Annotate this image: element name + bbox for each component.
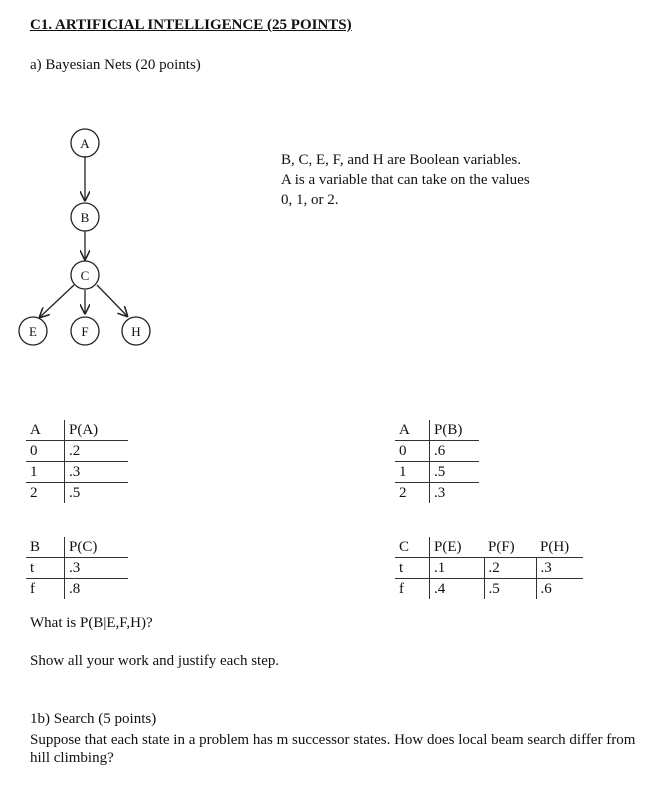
bayes-net-diagram xyxy=(0,120,260,360)
table-cell: 2 xyxy=(30,485,38,501)
variable-description xyxy=(281,150,530,210)
table-header: A xyxy=(26,420,65,441)
table-cell: 1 xyxy=(26,462,65,483)
table-header: B xyxy=(26,537,65,558)
table-cell: .3 xyxy=(536,558,583,579)
table-cell: .3 xyxy=(65,558,129,579)
node-h-label: H xyxy=(131,324,141,339)
table-header: P(H) xyxy=(536,537,583,558)
table-cell: .5 xyxy=(430,462,480,483)
node-e-label: E xyxy=(29,324,37,339)
table-cell: .6 xyxy=(430,441,480,462)
section-title: C1. ARTIFICIAL INTELLIGENCE (25 POINTS) xyxy=(30,17,352,33)
table-cell: .2 xyxy=(484,558,536,579)
edge-c-h xyxy=(97,285,127,316)
table-cell: t xyxy=(26,558,65,579)
question-text: What is P(B|E,F,H)? xyxy=(30,615,153,631)
description-line: B, C, E, F, and H are Boolean variables. xyxy=(281,152,521,168)
table-cell: .3 xyxy=(65,462,129,483)
subsection-title: a) Bayesian Nets (20 points) xyxy=(30,57,201,73)
instruction-text: Show all your work and justify each step. xyxy=(30,653,280,669)
table-pa xyxy=(26,420,128,503)
table-header: C xyxy=(395,537,430,558)
table-cell: .4 xyxy=(430,579,485,600)
section-b-title: 1b) Search (5 points) xyxy=(30,711,157,727)
table-cell: .5 xyxy=(65,483,129,504)
table-cell: .1 xyxy=(430,558,485,579)
table-header: A xyxy=(395,420,430,441)
table-cell: 2 xyxy=(399,485,407,501)
table-cell: .6 xyxy=(536,579,583,600)
table-cell: .2 xyxy=(65,441,129,462)
table-header: P(F) xyxy=(484,537,536,558)
node-a-label: A xyxy=(80,136,90,151)
table-cell: 1 xyxy=(395,462,430,483)
description-line: A is a variable that can take on the values xyxy=(281,172,530,188)
table-cell: 0 xyxy=(26,441,65,462)
table-header: P(C) xyxy=(65,537,129,558)
edge-c-e xyxy=(40,285,74,317)
table-pb xyxy=(395,420,479,503)
table-header: P(B) xyxy=(430,420,480,441)
table-header: P(A) xyxy=(65,420,129,441)
table-cell: f xyxy=(399,581,404,597)
description-line: 0, 1, or 2. xyxy=(281,192,339,208)
table-cell: f xyxy=(30,581,35,597)
node-b-label: B xyxy=(80,210,90,225)
table-cell: t xyxy=(395,558,430,579)
table-cell: .5 xyxy=(484,579,536,600)
node-f-label: F xyxy=(81,324,89,339)
section-b-text: Suppose that each state in a problem has m successor states. How does local beam search differ from hill climbing? xyxy=(30,732,636,766)
table-cell: .8 xyxy=(65,579,129,600)
table-pefh xyxy=(395,537,583,599)
table-cell: 0 xyxy=(395,441,430,462)
table-header: P(E) xyxy=(430,537,485,558)
table-cell: .3 xyxy=(430,483,480,504)
node-c-label: C xyxy=(80,268,90,283)
table-pc xyxy=(26,537,128,599)
